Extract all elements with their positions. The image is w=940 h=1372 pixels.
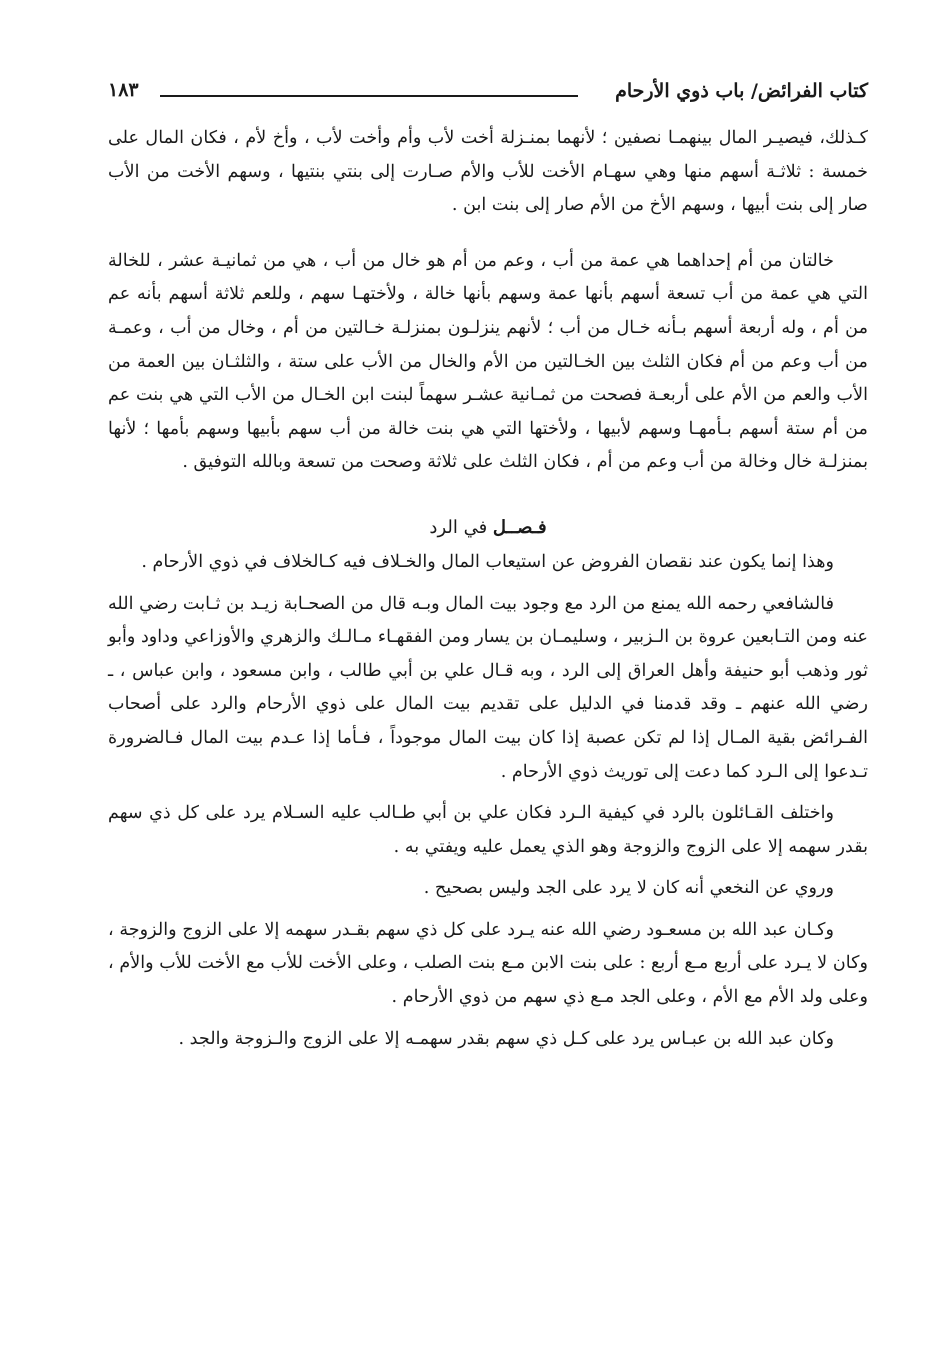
section-heading-rest: في الرد: [429, 516, 493, 538]
paragraph-gap: [108, 789, 868, 797]
section-heading: [108, 510, 868, 546]
paragraph-gap: [108, 864, 868, 872]
paragraph-gap: [108, 1015, 868, 1023]
paragraph-8: وكان عبد الله بن عبـاس يرد على كـل ذي سهم بقدر سهمـه إلا على الزوج والـزوجة والجد .: [178, 1028, 834, 1049]
page-number: ١٨٣: [108, 79, 139, 101]
paragraph-5: واختلف القـائلون بالرد في كيفية الـرد فكان علي بن أبي طـالب عليه السـلام يرد على كل ذي سهم بقدر سهمه إلا على الزوج والزوجة وهو الذي يعمل عليه ويفتي به .: [108, 803, 868, 857]
paragraph-7: وكـان عبد الله بن مسعـود رضي الله عنه يـرد على كل ذي سهم بقـدر سهمه إلا على الزوج والزوجة ، وكان لا يـرد على أربع مـع أربع : على بنت الابن مـع بنت الصلب ، وعلى الأخت للأب مع الأخت للأب والأم ، وعلى ولد الأم مع الأم ، وعلى الجد مـع ذي سهم من ذوي الأرحام .: [108, 919, 868, 1008]
paragraph-2: خالتان من أم إحداهما هي عمة من أب ، وعم من أم هو خال من أب ، هي من ثمانيـة عشر ، للخالة التي هي عمة من أب تسعة أسهم بأنها عمة وسهم بأنها خالة ، ولأختهـا سهم ، وللعم ثلاثة أسهم بأنه عم من أم ، وله أربعة أسهم بـأنه خـال من أب ؛ لأنهم ينزلـون بمنزلـة خـالتين من أم ، وخال من أب ، وعمـة من أب وعم من أم فكان الثلث بين الخـالتين من الأم والخال من الأب على ستة ، والثلثـان بين العمة من الأب والعم من الأم على أربعـة فصحت من ثمـانية عشـر سهماً لبنت ابن الخـال من الأب التي هي بنت عم من أم ستة أسهم بـأمهـا وسهم لأبيها ، ولأختها التي هي بنت خالة من أب سهم بأبيها وسهم بأمها ؛ لأنها بمنزلـة خال وخالة من أب وعم من أم ، فكان الثلث على ثلاثة وصحت من تسعة وبالله التوفيق .: [108, 250, 868, 473]
paragraph-6: وروي عن النخعي أنه كان لا يرد على الجد وليس بصحيح .: [423, 878, 834, 899]
paragraph-gap: [108, 906, 868, 914]
paragraph-3: وهذا إنما يكون عند نقصان الفروض عن استيعاب المال والخـلاف فيه كـالخلاف في ذوي الأرحام .: [141, 551, 834, 572]
paragraph-1: كـذلك، فيصيـر المال بينهمـا نصفين ؛ لأنهما بمنـزلة أخت لأب وأم وأخت لأب ، وأخ لأم ، فكان المال على خمسة : ثلاثـة أسهم منها وهي سهـام الأخت للأب والأم صـارت إلى بنتي بنتيها ، وسهم الأخت من الأب صار إلى بنت أبيها ، وسهم الأخ من الأم صار إلى بنت ابن .: [108, 128, 868, 216]
page-body: [108, 122, 868, 1056]
paragraph-gap: [108, 480, 868, 502]
header-rule: [160, 95, 578, 97]
paragraph-gap: [108, 580, 868, 588]
running-header: [108, 70, 868, 106]
header-title: كتاب الفرائض/ باب ذوي الأرحام: [615, 80, 868, 102]
section-heading-bold: فـصــل: [492, 516, 547, 538]
paragraph-4: فالشافعي رحمه الله يمنع من الرد مع وجود بيت المال وبـه قال من الصحـابة زيـد بن ثـابت رضي الله عنه ومن التـابعين عروة بن الـزبير ، وسليمـان بن يسار ومن الفقهـاء مـالـك والزهري والأوزاعي وداود وأبو ثور وذهب أبو حنيفة وأهل العراق إلى الرد ، وبه قـال علي بن أبي طالب ، وابن مسعود ، وابن عباس ، ـ رضي الله عنهم ـ وقد قدمنا في الدليل على تقديم بيت المال على ذوي الأرحام والرد على أصحاب الفـرائض بقية المـال إذا لم تكن عصبة إذا كان بيت المال موجوداً ، فـأما إذا عـدم بيت المال فـالضرورة تـدعوا إلى الـرد كما دعت إلى توريث ذوي الأرحام .: [108, 593, 868, 782]
paragraph-gap: [108, 223, 868, 245]
document-page: [108, 70, 868, 1056]
